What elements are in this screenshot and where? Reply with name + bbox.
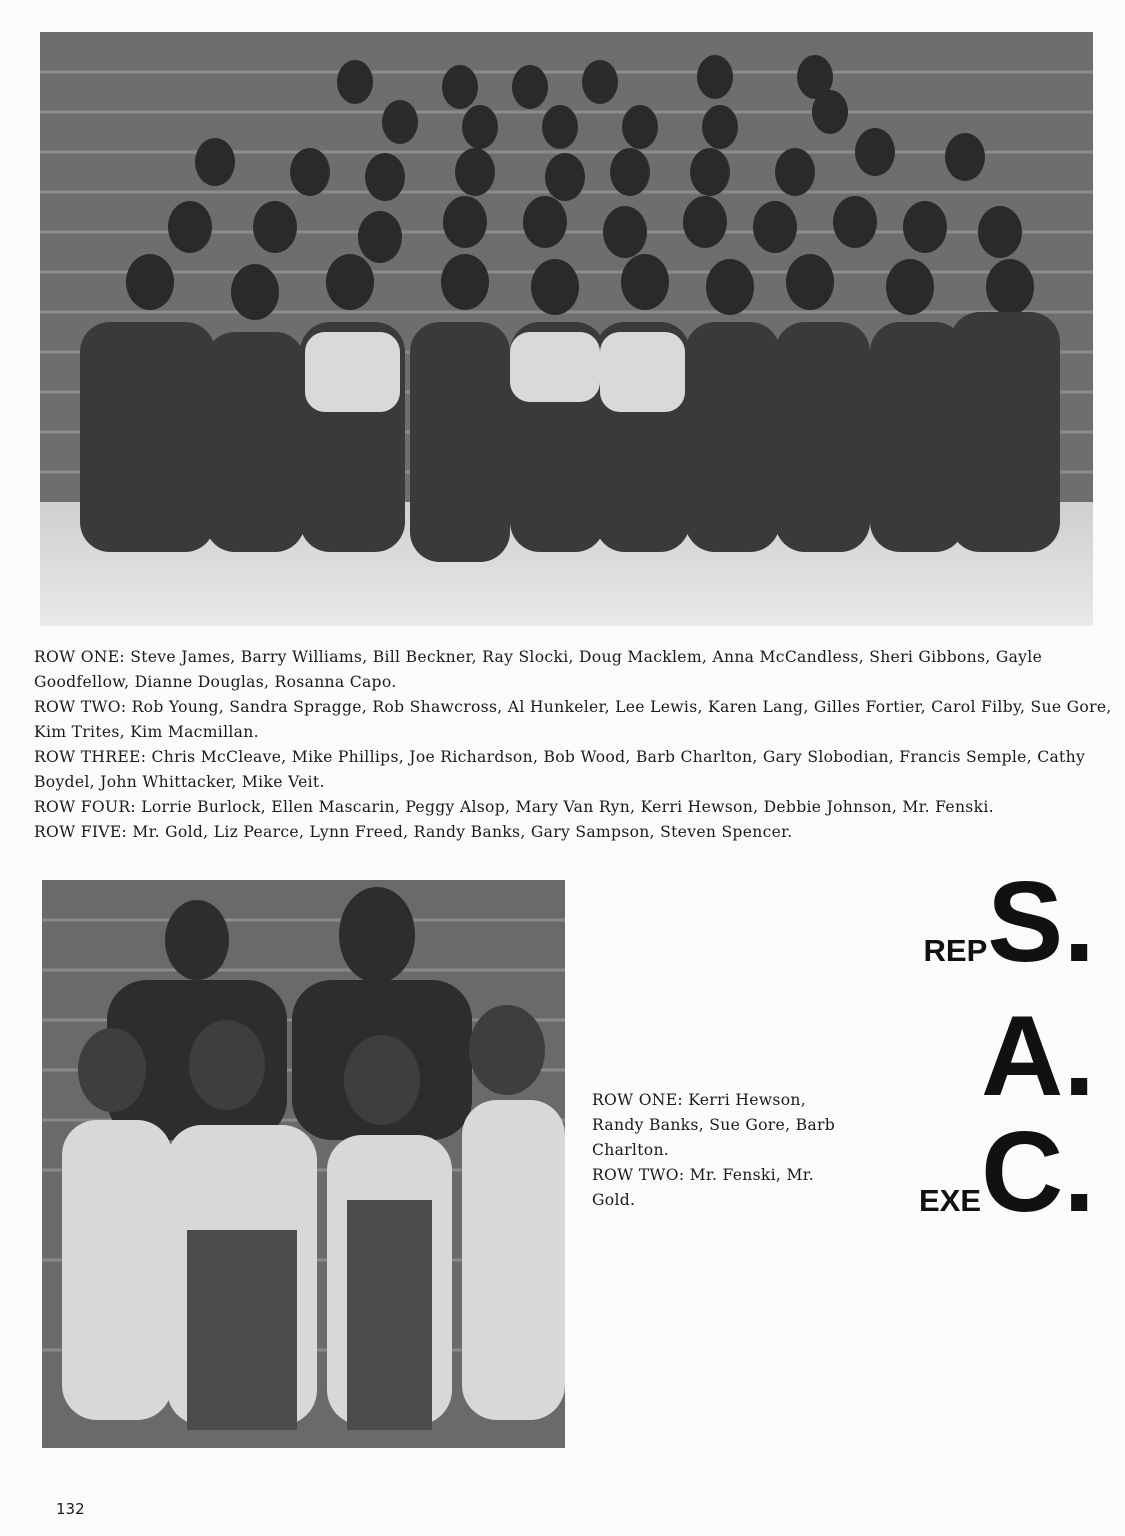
title-exe: EXE <box>918 1183 981 1218</box>
caption-row-one: ROW ONE: Steve James, Barry Williams, Bill Beckner, Ray Slocki, Doug Macklem, Anna McCandless, Sheri Gibbons, Gayle Goodfellow, Dianne Douglas, Rosanna Capo. <box>34 648 1043 691</box>
caption-row-four: ROW FOUR: Lorrie Burlock, Ellen Mascarin, Peggy Alsop, Mary Van Ryn, Kerri Hewson, Debbie Johnson, Mr. Fenski. <box>34 798 994 816</box>
exec-caption <box>592 1088 862 1213</box>
title-exe-c <box>918 1109 1095 1236</box>
group-photo-image <box>40 32 1093 626</box>
title-rep: REP <box>923 933 988 968</box>
group-caption <box>34 645 1114 845</box>
title-a <box>981 993 1095 1120</box>
title-a-letter: A. <box>981 993 1095 1120</box>
exec-caption-row-two: ROW TWO: Mr. Fenski, Mr. Gold. <box>592 1166 815 1209</box>
exec-caption-row-one: ROW ONE: Kerri Hewson, Randy Banks, Sue Gore, Barb Charlton. <box>592 1091 835 1159</box>
caption-row-three: ROW THREE: Chris McCleave, Mike Phillips, Joe Richardson, Bob Wood, Barb Charlton, Gary Slobodian, Francis Semple, Cathy Boydel, John Whittacker, Mike Veit. <box>34 748 1086 791</box>
exec-photo <box>42 880 565 1448</box>
title-rep-s <box>923 859 1095 986</box>
page-number: 132 <box>56 1500 85 1518</box>
title-s: S. <box>987 859 1095 986</box>
caption-row-two: ROW TWO: Rob Young, Sandra Spragge, Rob Shawcross, Al Hunkeler, Lee Lewis, Karen Lang, Gilles Fortier, Carol Filby, Sue Gore, Kim Trites, Kim Macmillan. <box>34 698 1112 741</box>
title-c: C. <box>981 1109 1095 1236</box>
caption-row-five: ROW FIVE: Mr. Gold, Liz Pearce, Lynn Freed, Randy Banks, Gary Sampson, Steven Spencer. <box>34 823 793 841</box>
exec-photo-image <box>42 880 565 1448</box>
group-photo <box>40 32 1093 626</box>
